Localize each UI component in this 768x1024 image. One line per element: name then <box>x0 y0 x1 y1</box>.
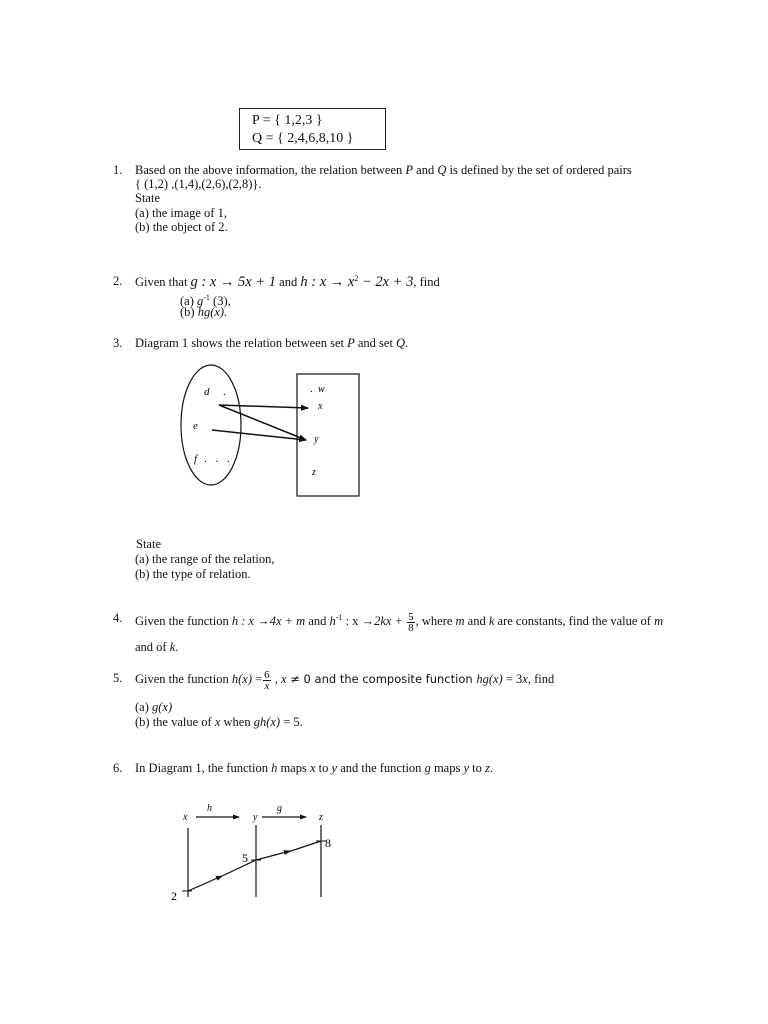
label-z: z <box>312 467 316 478</box>
question-2-part-b: (b) hg(x). <box>180 305 228 319</box>
dot-w: . <box>310 383 313 395</box>
value-8: 8 <box>325 836 331 850</box>
question-1-line-1: Based on the above information, the relation between P and Q is defined by the set of ordered pairs <box>135 163 632 177</box>
map-2-to-5-tail <box>220 860 256 877</box>
question-2-number: 2. <box>113 274 123 288</box>
axis-label-x: x <box>183 812 188 823</box>
value-2: 2 <box>171 889 177 903</box>
question-2-line: Given that g : x → 5x + 1 and h : $x \to x^2 - 2x + 3$, find <box>135 274 440 291</box>
question-5-line-1: Given the function h(x) = $\frac{6}{x}$ , x ≠ 0 and the composite function hg(x) = 3x, find <box>135 668 555 692</box>
question-4-number: 4. <box>113 611 123 625</box>
question-2-part-a: (a) $g^{-1}$ (3), <box>180 293 231 309</box>
map-label-h: h <box>207 803 212 814</box>
arrow-d-to-x <box>219 405 308 408</box>
dots-f: . . . <box>204 453 233 465</box>
question-1-pairs: { (1,2) ,(1,4),(2,6),(2,8)}. <box>135 177 262 191</box>
label-d: d <box>204 386 210 398</box>
set-q: Q = { 2,4,6,8,10 } <box>252 131 354 146</box>
axis-label-y: y <box>253 812 258 823</box>
question-1-state: State <box>135 191 160 205</box>
question-3-part-a: (a) the range of the relation, <box>135 552 275 566</box>
question-1-number: 1. <box>113 163 123 177</box>
dot-x: . <box>306 400 309 412</box>
label-y: y <box>314 434 319 445</box>
label-x: x <box>318 401 323 412</box>
label-f: f <box>194 453 198 465</box>
question-1-part-a: (a) the image of 1, <box>135 206 227 220</box>
question-4-line-1: Given the function h : x →4x + m and $h^{-1}$ : x →2kx + $\frac{5}{8}$ , where m and k are constants, find the value of m <box>135 610 664 634</box>
question-6-line: In Diagram 1, the function h maps x to y and the function g maps y to z. <box>135 761 493 775</box>
label-w: w <box>318 384 325 395</box>
question-3-line: Diagram 1 shows the relation between set P and set Q. <box>135 336 409 350</box>
question-1-part-b: (b) the object of 2. <box>135 220 228 234</box>
dot-d: . <box>223 386 226 398</box>
set-p: P = { 1,2,3 } <box>252 113 323 128</box>
map-label-g: g <box>277 803 282 814</box>
question-3-number: 3. <box>113 336 123 350</box>
question-5-part-b: (b) the value of x when gh(x) = 5. <box>135 715 303 729</box>
question-6-number: 6. <box>113 761 123 775</box>
question-4-line-2: and of k. <box>135 640 179 654</box>
set-q-rectangle <box>297 374 359 496</box>
question-5-number: 5. <box>113 671 123 685</box>
question-3-part-b: (b) the type of relation. <box>135 567 251 581</box>
question-5-part-a: (a) g(x) <box>135 700 173 714</box>
label-e: e <box>193 420 198 432</box>
q4-fraction: $\frac{5}{8}$ <box>408 610 414 634</box>
map-5-to-8-tail <box>288 841 321 852</box>
value-5: 5 <box>242 851 248 865</box>
map-2-to-5-head <box>188 876 222 891</box>
axis-label-z: z <box>319 812 323 823</box>
question-3-state: State <box>136 537 161 551</box>
set-p-ellipse <box>181 365 241 485</box>
q5-fraction: $\frac{6}{x}$ <box>264 668 270 692</box>
map-5-to-8-head <box>256 851 290 860</box>
